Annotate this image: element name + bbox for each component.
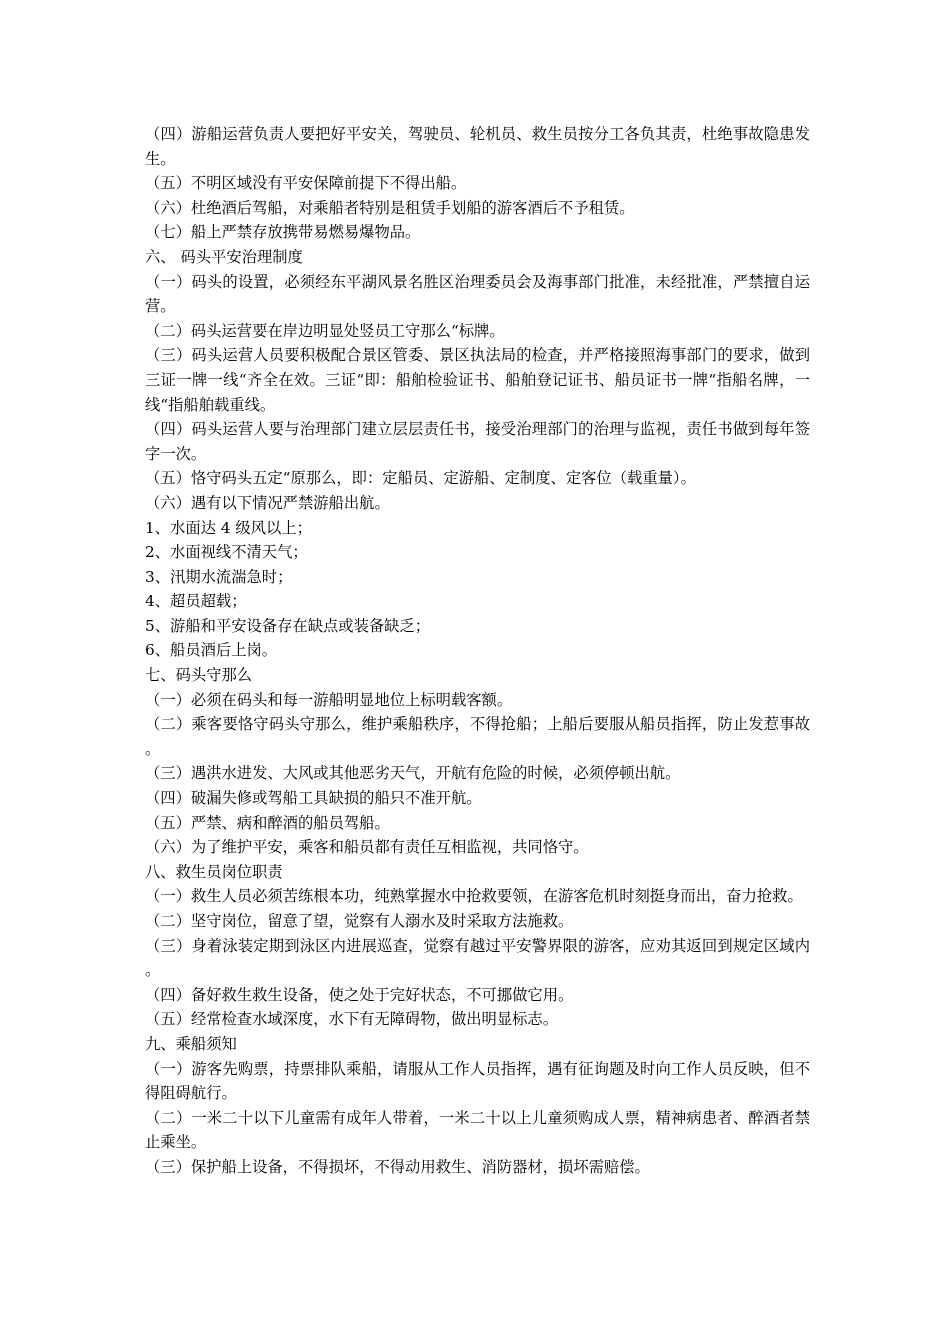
paragraph: （二）码头运营要在岸边明显处竖员工守那么“标牌。 — [145, 321, 505, 340]
paragraph: （七）船上严禁存放携带易燃易爆物品。 — [145, 223, 421, 242]
paragraph: （一）游客先购票，持票排队乘船，请服从工作人员指挥，遇有征询题及时向工作人员反映，但不得阻碍航行。 — [145, 1059, 810, 1103]
paragraph: （五）不明区域没有平安保障前提下不得出船。 — [145, 174, 467, 193]
list-item: 2、水面视线不清天气； — [145, 543, 308, 562]
section-heading: 八、救生员岗位职责 — [145, 862, 283, 881]
paragraph: （二）一米二十以下儿童需有成年人带着，一米二十以上儿童须购成人票，精神病患者、醉酒者禁止乘坐。 — [145, 1108, 810, 1152]
paragraph: （三）身着泳装定期到泳区内进展巡查，觉察有越过平安警界限的游客，应劝其返回到规定区域内。 — [145, 936, 810, 980]
paragraph: （四）破漏失修或驾船工具缺损的船只不准开航。 — [145, 789, 482, 808]
paragraph: （一）救生人员必须苦练根本功，纯熟掌握水中抢救要领，在游客危机时刻挺身而出，奋力抢救。 — [145, 887, 803, 906]
paragraph: （六）为了维护平安，乘客和船员都有责任互相监视，共同恪守。 — [145, 838, 589, 857]
document-page — [145, 122, 810, 1180]
paragraph: （一）码头的设置，必须经东平湖风景名胜区治理委员会及海事部门批准，未经批准，严禁擅自运营。 — [145, 272, 810, 316]
paragraph: （六）杜绝酒后驾船，对乘船者特别是租赁手划船的游客酒后不予租赁。 — [145, 198, 635, 217]
paragraph: （四）游船运营负责人要把好平安关，驾驶员、轮机员、救生员按分工各负其责，杜绝事故隐患发生。 — [145, 125, 810, 168]
paragraph: （三）遇洪水进发、大风或其他恶劣天气，开航有危险的时候，必须停顿出航。 — [145, 764, 681, 783]
list-item: 6、船员酒后上岗。 — [145, 641, 278, 660]
paragraph: （一）必须在码头和每一游船明显地位上标明载客额。 — [145, 690, 513, 709]
paragraph: （五）经常检查水域深度，水下有无障碍物，做出明显标志。 — [145, 1010, 559, 1029]
section-heading: 六、 码头平安治理制度 — [145, 247, 303, 266]
paragraph: （四）备好救生救生设备，使之处于完好状态，不可挪做它用。 — [145, 985, 574, 1004]
paragraph: （三）码头运营人员要积极配合景区管委、景区执法局的检查，并严格接照海事部门的要求，做到三证一牌一线“齐全在效。三证“即：船舶检验证书、船舶登记证书、船员证书一牌“指船名牌，一线“指船舶载重线。 — [145, 346, 810, 414]
paragraph: （二）坚守岗位，留意了望，觉察有人溺水及时采取方法施救。 — [145, 912, 574, 930]
section-heading: 七、码头守那么 — [145, 666, 253, 685]
paragraph: （六）遇有以下情况严禁游船出航。 — [145, 493, 390, 512]
paragraph: （二）乘客要恪守码头守那么，维护乘船秩序，不得抢船；上船后要服从船员指挥，防止发惹事故。 — [145, 715, 810, 758]
list-item: 3、汛期水流湍急时； — [145, 567, 293, 586]
paragraph: （五）严禁、病和醉酒的船员驾船。 — [145, 813, 390, 832]
section-heading: 九、乘船须知 — [145, 1034, 237, 1053]
paragraph: （四）码头运营人要与治理部门建立层层责任书，接受治理部门的治理与监视，责任书做到每年签字一次。 — [145, 420, 810, 463]
paragraph: （五）恪守码头五定“原那么，即：定船员、定游船、定制度、定客位（载重量）。 — [145, 469, 696, 488]
list-item: 5、游船和平安设备存在缺点或装备缺乏； — [145, 616, 431, 635]
paragraph: （三）保护船上设备，不得损坏，不得动用救生、消防器材，损坏需赔偿。 — [145, 1157, 650, 1176]
list-item: 4、超员超载； — [145, 592, 247, 611]
list-item: 1、水面达 4 级风以上； — [145, 518, 312, 537]
